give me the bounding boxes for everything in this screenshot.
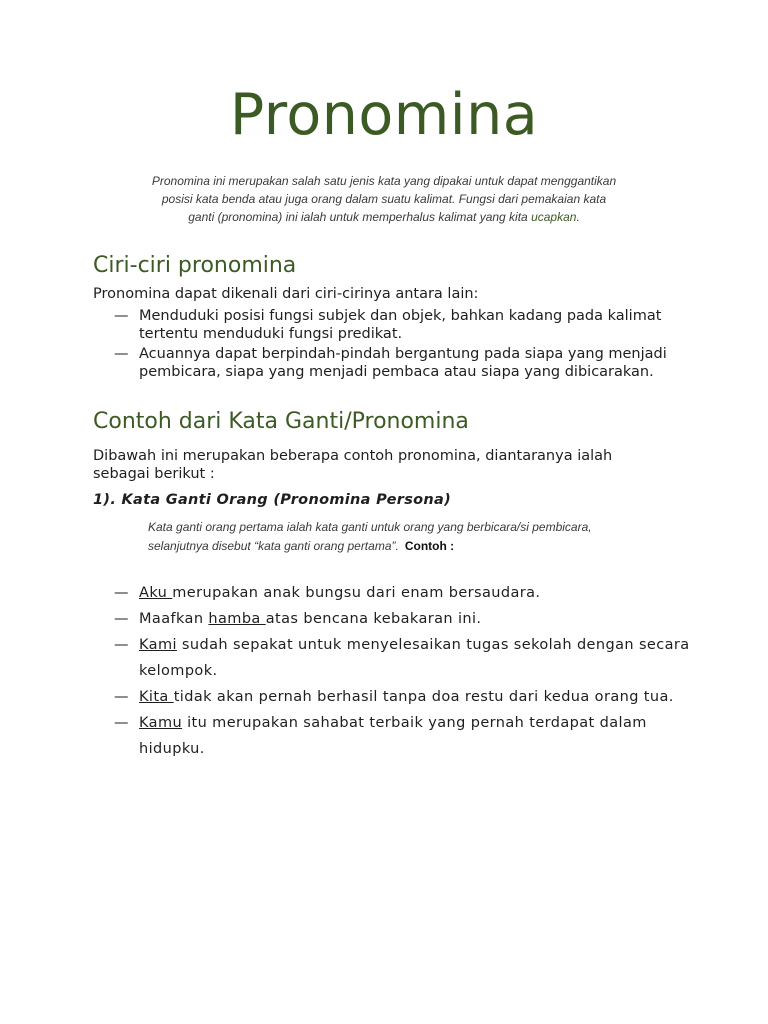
subheading-persona: 1). Kata Ganti Orang (Pronomina Persona)	[93, 492, 452, 508]
example-rest: atas bencana kebakaran ini.	[265, 611, 482, 627]
example-rest: itu merupakan sahabat terbaik yang pernah terdapat dalam hidupku.	[139, 715, 647, 757]
example-pronoun: Kita	[139, 689, 174, 705]
ciri-list	[114, 307, 674, 383]
dash-bullet-icon: —	[114, 346, 129, 362]
dash-bullet-icon: —	[114, 585, 129, 601]
example-pre: Maafkan	[139, 611, 209, 627]
dash-bullet-icon: —	[114, 637, 129, 653]
list-item	[114, 632, 694, 684]
example-list	[114, 580, 694, 762]
list-item	[114, 684, 694, 710]
intro-end: .	[576, 210, 580, 224]
example-pronoun: Kamu	[139, 715, 183, 731]
persona-note	[148, 518, 618, 556]
page-title: Pronomina	[229, 82, 539, 148]
contoh-label: Contoh :	[404, 539, 455, 553]
section2-lead: Dibawah ini merupakan beberapa contoh pronomina, diantaranya ialah sebagai berikut :	[93, 448, 613, 482]
list-item	[114, 580, 694, 606]
section-heading-contoh: Contoh dari Kata Ganti/Pronomina	[93, 409, 469, 434]
list-item-text: Menduduki posisi fungsi subjek dan objek, bahkan kadang pada kalimat tertentu menduduki fungsi predikat.	[139, 308, 662, 342]
example-rest: merupakan anak bungsu dari enam bersaudara.	[172, 585, 541, 601]
example-pronoun: hamba	[208, 611, 266, 627]
example-pronoun: Aku	[139, 585, 173, 601]
dash-bullet-icon: —	[114, 715, 129, 731]
example-rest: tidak akan pernah berhasil tanpa doa restu dari kedua orang tua.	[173, 689, 674, 705]
persona-note-text: Kata ganti orang pertama ialah kata ganti untuk orang yang berbicara/si pembicara, selanjutnya disebut “kata ganti orang pertama”.	[148, 520, 592, 553]
section-heading-ciri: Ciri-ciri pronomina	[93, 253, 297, 278]
example-pronoun: Kami	[139, 637, 177, 653]
list-item	[114, 606, 694, 632]
intro-highlight: ucapkan	[531, 210, 577, 224]
intro-paragraph	[150, 172, 618, 226]
list-item	[114, 710, 694, 762]
dash-bullet-icon: —	[114, 308, 129, 324]
dash-bullet-icon: —	[114, 689, 129, 705]
section1-lead: Pronomina dapat dikenali dari ciri-cirinya antara lain:	[93, 286, 479, 302]
intro-text: Pronomina ini merupakan salah satu jenis kata yang dipakai untuk dapat menggantikan posisi kata benda atau juga orang dalam suatu kalimat. Fungsi dari pemakaian kata ganti (pronomina) ini ialah untuk memperhalus kalimat yang kita	[151, 174, 617, 224]
list-item	[114, 345, 674, 381]
dash-bullet-icon: —	[114, 611, 129, 627]
list-item-text: Acuannya dapat berpindah-pindah bergantung pada siapa yang menjadi pembicara, siapa yang menjadi pembaca atau siapa yang dibicarakan.	[139, 346, 667, 380]
list-item	[114, 307, 674, 343]
example-rest: sudah sepakat untuk menyelesaikan tugas sekolah dengan secara kelompok.	[139, 637, 690, 679]
